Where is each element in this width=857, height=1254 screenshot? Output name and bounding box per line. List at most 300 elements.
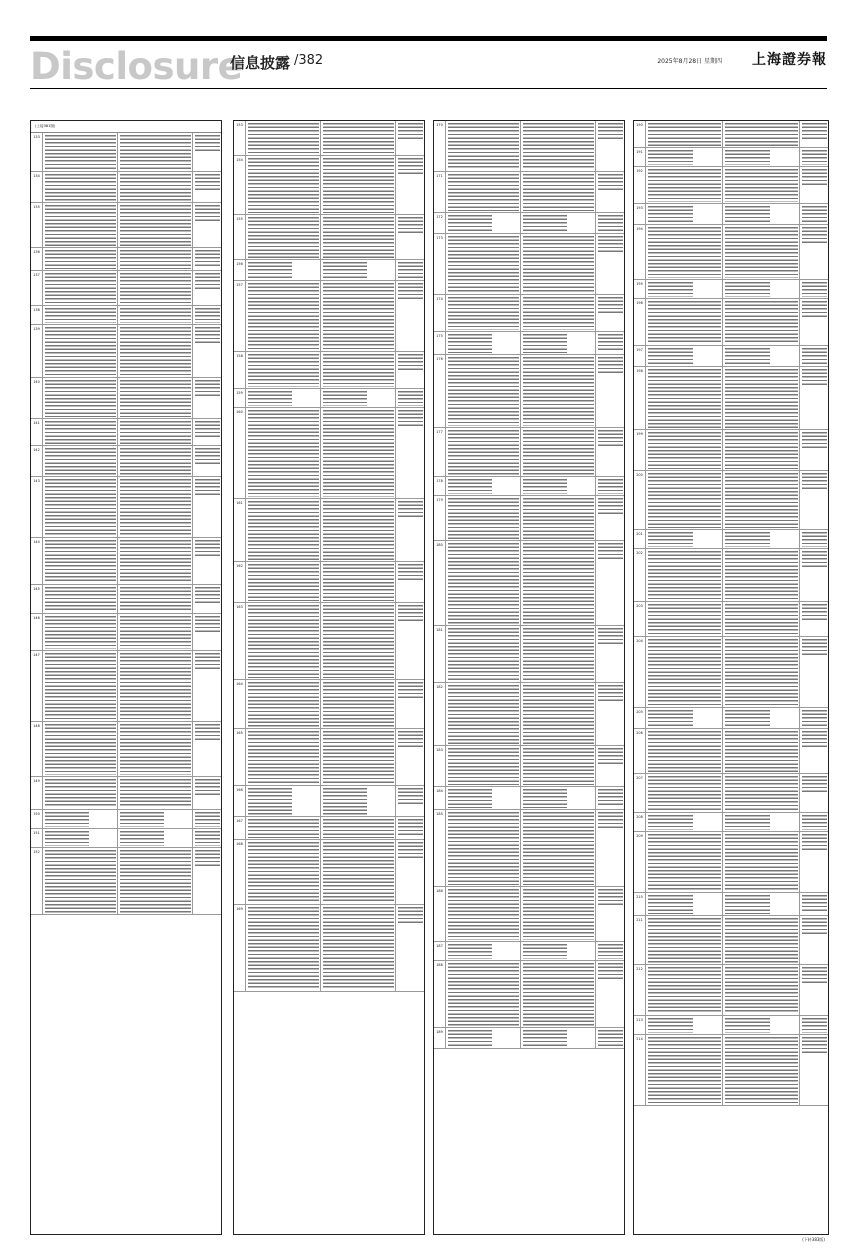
note-text bbox=[802, 432, 827, 448]
row-number: 153 bbox=[234, 121, 246, 155]
table-row bbox=[434, 541, 624, 626]
clause-text bbox=[725, 301, 798, 344]
row-number: 172 bbox=[434, 213, 446, 233]
revised-clause-cell bbox=[118, 477, 193, 537]
clause-text bbox=[120, 135, 191, 170]
row-number: 136 bbox=[31, 248, 43, 270]
clause-text bbox=[648, 123, 721, 146]
table-column-4 bbox=[633, 120, 829, 1235]
revised-clause-cell bbox=[321, 260, 396, 280]
revised-clause-cell bbox=[321, 215, 396, 259]
clause-text bbox=[120, 850, 191, 913]
revision-note-cell bbox=[596, 541, 624, 625]
table-row bbox=[234, 389, 424, 408]
revision-note-cell bbox=[396, 786, 424, 816]
table-row bbox=[234, 408, 424, 499]
revised-clause-cell bbox=[118, 172, 193, 202]
table-row bbox=[31, 614, 221, 651]
clause-text bbox=[523, 685, 594, 744]
clause-text bbox=[648, 169, 721, 202]
original-clause-cell bbox=[646, 813, 723, 831]
clause-text bbox=[523, 297, 594, 330]
row-number: 212 bbox=[634, 965, 646, 1015]
clause-text bbox=[323, 819, 394, 838]
row-number: 137 bbox=[31, 271, 43, 305]
revision-note-cell bbox=[596, 332, 624, 354]
revised-clause-cell bbox=[521, 887, 596, 941]
revised-clause-cell bbox=[723, 1016, 800, 1034]
row-number: 194 bbox=[634, 225, 646, 279]
table-row bbox=[434, 683, 624, 746]
revised-clause-cell bbox=[118, 378, 193, 418]
original-clause-cell bbox=[43, 172, 118, 202]
row-number: 193 bbox=[634, 204, 646, 224]
clause-text bbox=[648, 776, 721, 811]
original-clause-cell bbox=[646, 708, 723, 728]
revised-clause-cell bbox=[521, 121, 596, 171]
original-clause-cell bbox=[446, 234, 521, 294]
revision-note-cell bbox=[396, 499, 424, 561]
clause-text bbox=[648, 967, 721, 1014]
table-row bbox=[31, 378, 221, 419]
clause-text bbox=[248, 682, 319, 727]
revision-note-cell bbox=[800, 637, 828, 707]
revision-note-cell bbox=[193, 614, 221, 650]
table-row bbox=[234, 840, 424, 905]
revision-note-cell bbox=[396, 840, 424, 904]
clause-text bbox=[648, 731, 721, 772]
row-number: 144 bbox=[31, 538, 43, 584]
clause-text bbox=[448, 944, 492, 959]
table-row bbox=[234, 603, 424, 680]
revision-note-cell bbox=[396, 408, 424, 498]
row-number: 169 bbox=[234, 905, 246, 991]
revision-note-cell bbox=[193, 585, 221, 613]
revision-note-cell bbox=[596, 810, 624, 886]
masthead-rule bbox=[30, 88, 827, 89]
revised-clause-cell bbox=[723, 280, 800, 298]
revision-note-cell bbox=[596, 887, 624, 941]
row-number: 204 bbox=[634, 637, 646, 707]
revised-clause-cell bbox=[521, 332, 596, 354]
revision-note-cell bbox=[800, 1035, 828, 1105]
clause-text bbox=[448, 430, 519, 475]
original-clause-cell bbox=[646, 1016, 723, 1034]
revised-clause-cell bbox=[521, 626, 596, 682]
revision-note-cell bbox=[193, 325, 221, 377]
row-number: 178 bbox=[434, 477, 446, 495]
original-clause-cell bbox=[446, 477, 521, 495]
row-number: 166 bbox=[234, 786, 246, 816]
note-text bbox=[195, 205, 220, 221]
table-row bbox=[434, 355, 624, 428]
row-number: 197 bbox=[634, 346, 646, 366]
table-row bbox=[31, 477, 221, 538]
original-clause-cell bbox=[446, 496, 521, 540]
clause-text bbox=[523, 812, 594, 885]
note-text bbox=[195, 479, 220, 495]
original-clause-cell bbox=[646, 916, 723, 964]
note-text bbox=[802, 551, 827, 567]
revised-clause-cell bbox=[321, 680, 396, 728]
note-text bbox=[802, 150, 827, 165]
row-number: 179 bbox=[434, 496, 446, 540]
clause-text bbox=[45, 831, 89, 846]
clause-text bbox=[648, 895, 693, 914]
row-number: 141 bbox=[31, 419, 43, 445]
revision-note-cell bbox=[396, 156, 424, 214]
clause-text bbox=[648, 227, 721, 278]
note-text bbox=[598, 430, 623, 446]
note-text bbox=[802, 604, 827, 620]
row-number: 147 bbox=[31, 651, 43, 721]
note-text bbox=[195, 812, 220, 827]
note-text bbox=[398, 158, 423, 174]
clause-text bbox=[120, 448, 191, 475]
note-text bbox=[195, 779, 220, 795]
note-text bbox=[195, 587, 220, 603]
clause-text bbox=[523, 789, 567, 808]
note-text bbox=[398, 501, 423, 517]
clause-text bbox=[323, 354, 394, 387]
note-text bbox=[195, 327, 220, 343]
revision-note-cell bbox=[396, 905, 424, 991]
clause-text bbox=[448, 789, 492, 808]
table-row bbox=[234, 562, 424, 603]
table-row bbox=[634, 225, 828, 280]
table-row bbox=[234, 352, 424, 389]
note-text bbox=[195, 831, 220, 846]
clause-text bbox=[120, 273, 191, 304]
revision-note-cell bbox=[596, 961, 624, 1027]
clause-text bbox=[648, 1037, 721, 1104]
note-text bbox=[195, 724, 220, 740]
clause-text bbox=[120, 205, 191, 246]
original-clause-cell bbox=[446, 961, 521, 1027]
revision-note-cell bbox=[800, 367, 828, 429]
row-number: 135 bbox=[31, 203, 43, 247]
clause-text bbox=[648, 604, 721, 635]
note-text bbox=[802, 895, 827, 911]
revision-note-cell bbox=[596, 496, 624, 540]
table-row bbox=[31, 585, 221, 614]
note-text bbox=[598, 748, 623, 764]
original-clause-cell bbox=[446, 355, 521, 427]
table-row bbox=[634, 965, 828, 1016]
clause-text bbox=[523, 479, 567, 494]
revised-clause-cell bbox=[723, 813, 800, 831]
revised-clause-cell bbox=[723, 121, 800, 147]
note-text bbox=[195, 380, 220, 396]
clause-text bbox=[648, 918, 721, 963]
table-row bbox=[434, 295, 624, 332]
note-text bbox=[398, 819, 423, 835]
clause-text bbox=[45, 616, 116, 649]
original-clause-cell bbox=[246, 840, 321, 904]
revision-note-cell bbox=[193, 378, 221, 418]
revised-clause-cell bbox=[723, 832, 800, 892]
table-row bbox=[634, 430, 828, 471]
table-row bbox=[31, 777, 221, 810]
original-clause-cell bbox=[446, 887, 521, 941]
row-number: 206 bbox=[634, 729, 646, 773]
clause-text bbox=[323, 842, 394, 903]
clause-text bbox=[45, 587, 116, 612]
clause-text bbox=[448, 174, 519, 211]
revised-clause-cell bbox=[521, 428, 596, 476]
clause-text bbox=[725, 551, 798, 600]
row-number: 192 bbox=[634, 167, 646, 203]
note-text bbox=[802, 206, 827, 222]
revised-clause-cell bbox=[723, 549, 800, 601]
revised-clause-cell bbox=[321, 786, 396, 816]
table-row bbox=[234, 156, 424, 215]
row-number: 196 bbox=[634, 299, 646, 345]
revised-clause-cell bbox=[723, 708, 800, 728]
row-number: 181 bbox=[434, 626, 446, 682]
clause-text bbox=[725, 1018, 770, 1033]
clause-text bbox=[323, 217, 394, 258]
revision-note-cell bbox=[596, 428, 624, 476]
revision-note-cell bbox=[800, 471, 828, 529]
revision-note-cell bbox=[193, 777, 221, 809]
note-text bbox=[802, 532, 827, 547]
revised-clause-cell bbox=[118, 133, 193, 171]
revision-note-cell bbox=[800, 774, 828, 812]
table-column-2 bbox=[233, 120, 425, 1235]
table-row bbox=[634, 346, 828, 367]
revised-clause-cell bbox=[723, 225, 800, 279]
original-clause-cell bbox=[43, 777, 118, 809]
clause-text bbox=[448, 963, 519, 1026]
row-number: 142 bbox=[31, 446, 43, 476]
revised-clause-cell bbox=[118, 325, 193, 377]
row-number: 180 bbox=[434, 541, 446, 625]
revised-clause-cell bbox=[723, 916, 800, 964]
revision-note-cell bbox=[800, 832, 828, 892]
clause-text bbox=[523, 944, 567, 959]
table-row bbox=[434, 172, 624, 213]
original-clause-cell bbox=[246, 121, 321, 155]
revision-note-cell bbox=[396, 729, 424, 785]
original-clause-cell bbox=[43, 306, 118, 324]
clause-text bbox=[45, 850, 116, 913]
clause-text bbox=[45, 135, 116, 170]
note-text bbox=[398, 788, 423, 804]
revision-note-cell bbox=[596, 683, 624, 745]
original-clause-cell bbox=[446, 172, 521, 212]
clause-text bbox=[120, 479, 191, 536]
row-number: 199 bbox=[634, 430, 646, 470]
row-number: 154 bbox=[234, 156, 246, 214]
revised-clause-cell bbox=[521, 746, 596, 786]
clause-text bbox=[120, 831, 164, 846]
clause-text bbox=[248, 158, 319, 213]
note-text bbox=[398, 907, 423, 923]
revised-clause-cell bbox=[723, 367, 800, 429]
original-clause-cell bbox=[43, 203, 118, 247]
revised-clause-cell bbox=[723, 530, 800, 548]
table-row bbox=[434, 477, 624, 496]
note-text bbox=[598, 543, 623, 559]
table-row bbox=[434, 121, 624, 172]
row-number: 148 bbox=[31, 722, 43, 776]
original-clause-cell bbox=[43, 378, 118, 418]
original-clause-cell bbox=[246, 281, 321, 351]
original-clause-cell bbox=[646, 280, 723, 298]
table-row bbox=[31, 810, 221, 829]
clause-text bbox=[448, 1030, 492, 1047]
revision-note-cell bbox=[800, 430, 828, 470]
clause-text bbox=[45, 380, 116, 417]
original-clause-cell bbox=[246, 499, 321, 561]
original-clause-cell bbox=[246, 729, 321, 785]
revision-note-cell bbox=[193, 419, 221, 445]
original-clause-cell bbox=[43, 585, 118, 613]
clause-text bbox=[523, 215, 567, 232]
table-row bbox=[634, 602, 828, 637]
table-row bbox=[634, 813, 828, 832]
note-text bbox=[195, 653, 220, 669]
revised-clause-cell bbox=[118, 651, 193, 721]
revision-note-cell bbox=[596, 477, 624, 495]
revised-clause-cell bbox=[723, 965, 800, 1015]
table-row bbox=[234, 680, 424, 729]
revision-note-cell bbox=[193, 538, 221, 584]
table-row bbox=[234, 786, 424, 817]
note-text bbox=[598, 944, 623, 959]
clause-text bbox=[448, 889, 519, 940]
clause-text bbox=[45, 327, 116, 376]
clause-text bbox=[448, 215, 492, 232]
clause-text bbox=[248, 391, 292, 406]
revision-note-cell bbox=[396, 389, 424, 407]
table-row bbox=[234, 281, 424, 352]
revised-clause-cell bbox=[321, 840, 396, 904]
revision-note-cell bbox=[800, 299, 828, 345]
revised-clause-cell bbox=[723, 729, 800, 773]
original-clause-cell bbox=[646, 346, 723, 366]
revised-clause-cell bbox=[723, 774, 800, 812]
revision-note-cell bbox=[396, 121, 424, 155]
note-text bbox=[195, 174, 220, 190]
clause-text bbox=[45, 653, 116, 720]
clause-text bbox=[45, 174, 116, 201]
revision-note-cell bbox=[396, 215, 424, 259]
revised-clause-cell bbox=[521, 213, 596, 233]
newspaper-name: 上海證券報 bbox=[752, 52, 827, 68]
original-clause-cell bbox=[43, 271, 118, 305]
original-clause-cell bbox=[246, 260, 321, 280]
row-number: 158 bbox=[234, 352, 246, 388]
original-clause-cell bbox=[446, 295, 521, 331]
original-clause-cell bbox=[246, 905, 321, 991]
revised-clause-cell bbox=[723, 602, 800, 636]
table-row bbox=[434, 496, 624, 541]
table-row bbox=[634, 1016, 828, 1035]
revised-clause-cell bbox=[723, 893, 800, 915]
revision-note-cell bbox=[800, 708, 828, 728]
revision-note-cell bbox=[396, 562, 424, 602]
clause-text bbox=[323, 564, 394, 601]
table-row bbox=[634, 471, 828, 530]
clause-text bbox=[448, 297, 519, 330]
revised-clause-cell bbox=[521, 787, 596, 809]
original-clause-cell bbox=[246, 817, 321, 839]
revised-clause-cell bbox=[321, 281, 396, 351]
clause-text bbox=[648, 301, 721, 344]
table-row bbox=[634, 637, 828, 708]
clause-text bbox=[725, 150, 770, 165]
note-text bbox=[398, 682, 423, 698]
clause-text bbox=[725, 369, 798, 428]
revised-clause-cell bbox=[118, 306, 193, 324]
revised-clause-cell bbox=[521, 172, 596, 212]
revised-clause-cell bbox=[521, 942, 596, 960]
clause-text bbox=[248, 410, 319, 497]
clause-text bbox=[648, 815, 693, 830]
clause-text bbox=[323, 158, 394, 213]
clause-text bbox=[448, 334, 492, 353]
clause-text bbox=[45, 308, 116, 323]
table-row bbox=[234, 729, 424, 786]
table-row bbox=[31, 829, 221, 848]
revised-clause-cell bbox=[521, 810, 596, 886]
table-row bbox=[31, 848, 221, 915]
revision-note-cell bbox=[800, 225, 828, 279]
table-row bbox=[234, 499, 424, 562]
table-row bbox=[634, 774, 828, 813]
clause-text bbox=[648, 834, 721, 891]
original-clause-cell bbox=[646, 602, 723, 636]
table-row bbox=[31, 419, 221, 446]
revised-clause-cell bbox=[321, 389, 396, 407]
revised-clause-cell bbox=[723, 148, 800, 166]
clause-text bbox=[523, 334, 567, 353]
continued-note: (上接381版) bbox=[31, 121, 221, 133]
table-row bbox=[31, 651, 221, 722]
original-clause-cell bbox=[646, 637, 723, 707]
note-text bbox=[398, 354, 423, 370]
original-clause-cell bbox=[446, 428, 521, 476]
clause-text bbox=[248, 501, 319, 560]
clause-text bbox=[248, 123, 319, 154]
original-clause-cell bbox=[246, 408, 321, 498]
clause-text bbox=[725, 967, 798, 1014]
revision-note-cell bbox=[193, 651, 221, 721]
clause-text bbox=[120, 779, 191, 808]
table-row bbox=[634, 729, 828, 774]
clause-text bbox=[120, 421, 191, 444]
row-number: 156 bbox=[234, 260, 246, 280]
revision-note-cell bbox=[800, 893, 828, 915]
revision-note-cell bbox=[800, 167, 828, 203]
row-number: 210 bbox=[634, 893, 646, 915]
clause-text bbox=[648, 532, 693, 547]
table-row bbox=[234, 260, 424, 281]
revision-note-cell bbox=[596, 213, 624, 233]
masthead bbox=[30, 44, 827, 86]
original-clause-cell bbox=[646, 471, 723, 529]
clause-text bbox=[323, 283, 394, 350]
row-number: 171 bbox=[434, 172, 446, 212]
clause-text bbox=[448, 357, 519, 426]
clause-text bbox=[523, 498, 594, 539]
revision-note-cell bbox=[800, 280, 828, 298]
row-number: 198 bbox=[634, 367, 646, 429]
clause-text bbox=[725, 532, 770, 547]
clause-text bbox=[523, 357, 594, 426]
